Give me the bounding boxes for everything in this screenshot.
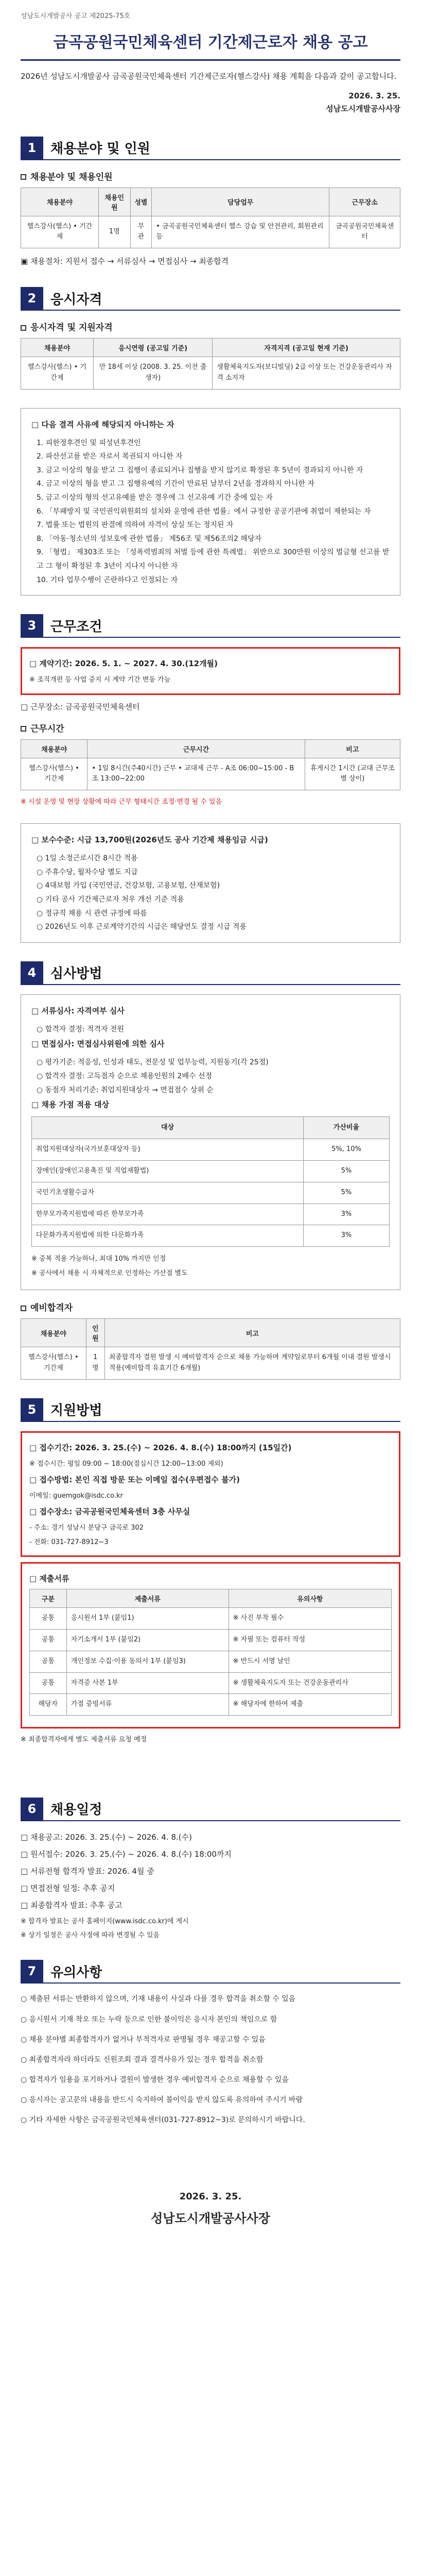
pay-box bbox=[21, 823, 400, 943]
bonus-note: ※ 공사에서 채용 시 자체적으로 인정하는 가산점 별도 bbox=[31, 1269, 188, 1277]
table-cell: 공통 bbox=[30, 1608, 67, 1630]
subsection-title: 채용분야 및 채용인원 bbox=[21, 170, 400, 182]
table-header: 구분 bbox=[30, 1589, 67, 1608]
list-item: ○ 합격자 결정: 고득점자 순으로 채용인원의 2배수 선정 bbox=[37, 1072, 212, 1081]
disqualification-title: □ 다음 결격 사유에 해당되지 아니하는 자 bbox=[31, 419, 174, 429]
table-cell: 금곡공원국민체육센터 bbox=[329, 216, 400, 248]
table-cell: 3% bbox=[303, 1204, 389, 1225]
caution-item: ○ 채용 분야별 최종합격자가 없거나 부적격자로 판명될 경우 재공고할 수 있음 bbox=[21, 2035, 266, 2044]
table-header: 유의사항 bbox=[229, 1589, 391, 1608]
section-3-heading bbox=[21, 614, 400, 638]
list-item: 3. 금고 이상의 형을 받고 그 집행이 종료되거나 집행을 받지 않기로 확정된 후 5년이 경과되지 아니한 자 bbox=[37, 466, 363, 474]
documents-note: ※ 최종합격자에게 별도 제출서류 요청 예정 bbox=[21, 1736, 147, 1744]
page-title: 금곡공원국민체육센터 기간제근로자 채용 공고 bbox=[21, 29, 400, 61]
schedule-item: □ 채용공고: 2026. 3. 25.(수) ~ 2026. 4. 8.(수) bbox=[21, 1832, 192, 1842]
bonus-title: □ 채용 가점 적용 대상 bbox=[31, 1100, 109, 1110]
table-cell: 한부모가족지원법에 따른 한부모가족 bbox=[32, 1204, 304, 1225]
section-title: 채용일정 bbox=[50, 1802, 102, 1818]
application-phone: - 전화: 031-727-8912~3 bbox=[29, 1538, 109, 1546]
caution-item: ○ 최종합격자라 하더라도 신원조회 결과 결격사유가 있는 경우 합격을 취소함 bbox=[21, 2055, 264, 2064]
square-icon bbox=[21, 726, 26, 732]
table-cell: 1명 bbox=[86, 1347, 104, 1380]
caution-item: ○ 제출된 서류는 반환하지 않으며, 기재 내용이 사실과 다를 경우 합격을 취소할 수 있음 bbox=[21, 1995, 296, 2004]
application-email[interactable]: 이메일: guemgok@isdc.co.kr bbox=[29, 1492, 123, 1500]
section-number: 1 bbox=[21, 137, 43, 159]
table-header-row bbox=[21, 338, 400, 357]
work-hours-note: ※ 시설 운영 및 현장 상황에 따라 근무 형태시간 조정·변경 될 수 있음 bbox=[21, 798, 222, 806]
schedule-item: □ 면접전형 일정: 추후 공지 bbox=[21, 1883, 115, 1893]
table-cell: 자격증 사본 1부 bbox=[66, 1672, 229, 1694]
list-item: ○ 4대보험 가입 (국민연금, 건강보험, 고용보험, 산재보험) bbox=[37, 882, 220, 890]
table-header: 채용인원 bbox=[98, 188, 130, 216]
section-title: 근무조건 bbox=[50, 619, 102, 635]
table-row bbox=[21, 216, 400, 248]
table-row bbox=[30, 1651, 392, 1672]
documents-title: □ 제출서류 bbox=[29, 1574, 69, 1584]
table-header-row bbox=[21, 739, 400, 758]
schedule-note: ※ 상기 일정은 공사 사정에 따라 변경될 수 있음 bbox=[21, 1931, 160, 1939]
screening-box bbox=[21, 994, 400, 1290]
list-item: 1. 피한정후견인 및 피성년후견인 bbox=[37, 438, 141, 447]
table-header: 대상 bbox=[32, 1117, 304, 1139]
disqualification-box bbox=[21, 408, 400, 596]
table-cell: • 금곡공원국민체육센터 헬스 강습 및 안전관리, 회원관리 등 bbox=[152, 216, 329, 248]
documents-table bbox=[29, 1589, 392, 1716]
section-6-heading bbox=[21, 1798, 400, 1821]
table-cell: 다문화가족지원법에 의한 다문화가족 bbox=[32, 1225, 304, 1247]
header-date-org bbox=[21, 90, 400, 116]
table-row bbox=[21, 357, 400, 389]
bonus-note: ※ 중복 적용 가능하나, 최대 10% 까지만 인정 bbox=[31, 1255, 166, 1263]
table-header: 비고 bbox=[104, 1319, 400, 1347]
table-cell: 5% bbox=[303, 1182, 389, 1204]
table-header: 담당업무 bbox=[152, 188, 329, 216]
table-row bbox=[32, 1204, 390, 1225]
schedule-item: □ 서류전형 합격자 발표: 2026. 4월 중 bbox=[21, 1866, 154, 1876]
list-item: ○ 주휴수당, 월차수당 별도 지급 bbox=[37, 868, 138, 876]
square-icon bbox=[21, 325, 26, 331]
application-address: - 주소: 경기 성남시 분당구 금곡로 302 bbox=[29, 1524, 144, 1532]
section-4-heading bbox=[21, 961, 400, 985]
table-cell: 공통 bbox=[30, 1651, 67, 1672]
table-header: 비고 bbox=[305, 739, 400, 758]
table-cell: 공통 bbox=[30, 1672, 67, 1694]
table-header: 자격지격 (공고일 현재 기준) bbox=[213, 338, 400, 357]
section-title: 지원방법 bbox=[50, 1403, 102, 1419]
table-cell: 헬스강사(헬스) • 기간제 bbox=[21, 357, 94, 389]
table-cell: 자기소개서 1부 (붙임2) bbox=[66, 1629, 229, 1651]
section-2-heading bbox=[21, 287, 400, 311]
list-item: 9. 「형법」 제303조 또는 「성폭력범죄의 처벌 등에 관한 특례법」 위반으로 300만원 이상의 벌금형 선고를 받고 그 형이 확정된 후 3년이 지나지 아니한 자 bbox=[37, 548, 390, 571]
table-cell: 공통 bbox=[30, 1629, 67, 1651]
section-title: 채용분야 및 인원 bbox=[50, 141, 150, 157]
application-period: □ 접수기간: 2026. 3. 25.(수) ~ 2026. 4. 8.(수) 18:00까지 (15일간) bbox=[29, 1443, 292, 1452]
application-method: □ 접수방법: 본인 직접 방문 또는 이메일 접수(우편접수 불가) bbox=[29, 1475, 240, 1484]
table-cell: 개인정보 수집·이용 동의서 1부 (붙임3) bbox=[66, 1651, 229, 1672]
work-place: □ 근무장소: 금곡공원국민체육센터 bbox=[21, 702, 140, 711]
section-number: 3 bbox=[21, 614, 43, 637]
contract-period: □ 계약기간: 2026. 5. 1. ~ 2027. 4. 30.(12개월) bbox=[29, 659, 218, 669]
subsection-title: 근무시간 bbox=[21, 721, 400, 734]
table-cell: 국민기초생활수급자 bbox=[32, 1182, 304, 1204]
table-cell: 헬스강사(헬스) • 기간제 bbox=[21, 758, 87, 790]
table-row bbox=[32, 1161, 390, 1182]
procedure-line: ▣ 채용절차: 지원서 접수 → 서류심사 → 면접심사 → 최종합격 bbox=[21, 257, 229, 266]
table-cell: 만 18세 이상 (2008. 3. 25. 이전 출생자) bbox=[93, 357, 212, 389]
table-row bbox=[32, 1139, 390, 1161]
table-cell: 해당자 bbox=[30, 1694, 67, 1716]
list-item: 5. 금고 이상의 형의 선고유예를 받은 경우에 그 선고유예 기간 중에 있는 자 bbox=[37, 494, 273, 502]
table-header: 채용분야 bbox=[21, 338, 94, 357]
pay-title: □ 보수수준: 시급 13,700원(2026년도 공사 기간제 채용임금 시급) bbox=[31, 835, 268, 845]
application-place: □ 접수장소: 금곡공원국민체육센터 3층 사무실 bbox=[29, 1507, 190, 1517]
section-1-heading bbox=[21, 137, 400, 160]
list-item: 8. 「아동·청소년의 성보호에 관한 법률」 제56조 및 제56조의2 해당자 bbox=[37, 534, 261, 543]
reserve-table bbox=[21, 1318, 400, 1380]
table-header: 성별 bbox=[130, 188, 152, 216]
list-item: 7. 법률 또는 법원의 판결에 의하여 자격이 상실 또는 정지된 자 bbox=[37, 521, 234, 530]
section-title: 응시자격 bbox=[50, 292, 102, 308]
schedule-item: □ 최종합격자 발표: 추후 공고 bbox=[21, 1900, 122, 1910]
table-cell: ※ 해당자에 한하여 제출 bbox=[229, 1694, 391, 1716]
table-row bbox=[21, 1347, 400, 1380]
list-item: ○ 정규직 채용 시 관련 규정에 따름 bbox=[37, 909, 147, 918]
list-item: ○ 합격자 결정: 적격자 전원 bbox=[37, 1025, 124, 1033]
qualification-table bbox=[21, 338, 400, 389]
list-item: ○ 평가기준: 적응성, 인성과 태도, 전문성 및 업무능력, 지원동기(각 25점) bbox=[37, 1058, 269, 1067]
table-cell: ※ 자필 또는 컴퓨터 작성 bbox=[229, 1629, 391, 1651]
table-cell: 가점 증빙서류 bbox=[66, 1694, 229, 1716]
list-item: ○ 1일 소정근로시간 8시간 적용 bbox=[37, 854, 138, 863]
table-cell: 응시원서 1부 (붙임1) bbox=[66, 1608, 229, 1630]
table-cell: 1명 bbox=[98, 216, 130, 248]
table-header: 채용분야 bbox=[21, 188, 99, 216]
square-icon bbox=[21, 1306, 26, 1311]
schedule-note: ※ 합격자 발표는 공사 홈페이지(www.isdc.co.kr)에 게시 bbox=[21, 1917, 189, 1925]
intro-text: 2026년 성남도시개발공사 금곡공원국민체육센터 기간제근로자(헬스강사) 채용 계획을 다음과 같이 공고합니다. bbox=[21, 72, 397, 81]
application-hours: ※ 접수시간: 평일 09:00 ~ 18:00(점심시간 12:00~13:00 제외) bbox=[29, 1460, 223, 1468]
caution-item: ○ 기타 자세한 사항은 금곡공원국민체육센터(031-727-8912~3)로 문의하시기 바랍니다. bbox=[21, 2116, 305, 2125]
table-cell: 무관 bbox=[130, 216, 152, 248]
table-header-row bbox=[21, 1319, 400, 1347]
table-cell: 취업지원대상자(국가보훈대상자 등) bbox=[32, 1139, 304, 1161]
table-row bbox=[30, 1629, 392, 1651]
section-5-heading bbox=[21, 1398, 400, 1422]
table-cell: 5% bbox=[303, 1161, 389, 1182]
table-cell: ※ 생활체육지도자 또는 건강운동관리사 bbox=[229, 1672, 391, 1694]
table-header: 응시연령 (공고일 기준) bbox=[93, 338, 212, 357]
table-header: 근무장소 bbox=[329, 188, 400, 216]
caution-item: ○ 응시원서 기재 착오 또는 누락 등으로 인한 불이익은 응시자 본인의 책임으로 함 bbox=[21, 2015, 277, 2024]
table-header: 인원 bbox=[86, 1319, 104, 1347]
square-icon bbox=[21, 174, 26, 180]
table-cell: • 1일 8시간(주40시간) 근무 • 교대제 근무 - A조 06:00~15:00 - B조 13:00~22:00 bbox=[87, 758, 305, 790]
table-header: 채용분야 bbox=[21, 1319, 86, 1347]
interview-title: □ 면접심사: 면접심사위원에 의한 심사 bbox=[31, 1039, 165, 1049]
list-item: 2. 파산선고를 받은 자로서 복권되지 아니한 자 bbox=[37, 452, 183, 461]
table-cell: 장애인(장애인고용촉진 및 직업재활법) bbox=[32, 1161, 304, 1182]
table-header: 근무시간 bbox=[87, 739, 305, 758]
section-number: 5 bbox=[21, 1398, 43, 1421]
table-header-row bbox=[30, 1589, 392, 1608]
table-cell: 5%, 10% bbox=[303, 1139, 389, 1161]
table-cell: ※ 사진 부착 필수 bbox=[229, 1608, 391, 1630]
work-hours-table bbox=[21, 739, 400, 791]
bonus-table bbox=[31, 1116, 390, 1247]
list-item: 4. 금고 이상의 형을 받고 그 집행유예의 기간이 만료된 날부터 2년을 경과하지 아니한 자 bbox=[37, 480, 314, 488]
documents-box bbox=[21, 1562, 400, 1728]
table-cell: 최종합격자 결원 발생 시 예비합격자 순으로 채용 가능하며 계약일로부터 6개월 이내 결원 발생시 적용(예비합격 유효기간 6개월) bbox=[104, 1347, 400, 1380]
section-number: 7 bbox=[21, 1960, 43, 1982]
table-row bbox=[30, 1672, 392, 1694]
section-title: 유의사항 bbox=[50, 1964, 102, 1980]
table-row bbox=[30, 1608, 392, 1630]
table-cell: 헬스강사(헬스) • 기간제 bbox=[21, 1347, 86, 1380]
table-cell: 생활체육지도자(보디빌딩) 2급 이상 또는 건강운동관리사 자격 소지자 bbox=[213, 357, 400, 389]
recruit-table bbox=[21, 188, 400, 249]
table-cell: 헬스강사(헬스) • 기간제 bbox=[21, 216, 99, 248]
list-item: 6. 「부패방지 및 국민권익위원회의 설치와 운영에 관한 법률」에서 규정한 공공기관에 취업이 제한되는 자 bbox=[37, 507, 371, 516]
caution-item: ○ 합격자가 임용을 포기하거나 결원이 발생한 경우 예비합격자 순으로 채용할 수 있음 bbox=[21, 2076, 289, 2084]
section-title: 심사방법 bbox=[50, 966, 102, 982]
list-item: 10. 기타 업무수행이 곤란하다고 인정되는 자 bbox=[37, 575, 178, 584]
table-header: 채용분야 bbox=[21, 739, 87, 758]
subsection-title: 응시자격 및 지원자격 bbox=[21, 320, 400, 333]
section-number: 4 bbox=[21, 961, 43, 984]
schedule-item: □ 원서접수: 2026. 3. 25.(수) ~ 2026. 4. 8.(수) 18:00까지 bbox=[21, 1849, 232, 1859]
table-header-row bbox=[32, 1117, 390, 1139]
table-cell: 3% bbox=[303, 1225, 389, 1247]
table-row bbox=[32, 1225, 390, 1247]
closing-date: 2026. 3. 25. bbox=[179, 2191, 242, 2202]
contract-note: ※ 조직개편 등 사업 중지 시 계약 기간 변동 가능 bbox=[29, 676, 171, 684]
section-number: 6 bbox=[21, 1798, 43, 1820]
table-header-row bbox=[21, 188, 400, 216]
table-row bbox=[32, 1182, 390, 1204]
paper-screening-title: □ 서류심사: 자격여부 심사 bbox=[31, 1006, 125, 1015]
table-header: 가산비율 bbox=[303, 1117, 389, 1139]
table-row bbox=[30, 1694, 392, 1716]
header-org: 성남도시개발공사사장 bbox=[326, 104, 400, 113]
notice-number: 성남도시개발공사 공고 제2025-75호 bbox=[21, 12, 131, 20]
header-date: 2026. 3. 25. bbox=[348, 91, 400, 100]
table-cell: ※ 반드시 서명 날인 bbox=[229, 1651, 391, 1672]
table-header: 제출서류 bbox=[66, 1589, 229, 1608]
application-box bbox=[21, 1431, 400, 1557]
section-7-heading bbox=[21, 1960, 400, 1984]
list-item: ○ 2026년도 이후 근로계약기간의 시급은 해당연도 결정 시급 적용 bbox=[37, 923, 247, 931]
section-number: 2 bbox=[21, 287, 43, 310]
table-cell: 휴게시간 1시간 (교대 근무조별 상이) bbox=[305, 758, 400, 790]
closing-org: 성남도시개발공사사장 bbox=[151, 2211, 270, 2226]
caution-item: ○ 응시자는 공고문의 내용을 반드시 숙지하여 불이익을 받지 않도록 유의하여 주시기 바람 bbox=[21, 2096, 303, 2105]
list-item: ○ 기타 공사 기간제근로자 처우 개선 기준 적용 bbox=[37, 895, 184, 904]
table-row bbox=[21, 758, 400, 790]
contract-period-box bbox=[21, 647, 400, 694]
subsection-title: 예비합격자 bbox=[21, 1300, 400, 1313]
list-item: ○ 동점자 처리기준: 취업지원대상자 → 면접점수 상위 순 bbox=[37, 1086, 214, 1094]
